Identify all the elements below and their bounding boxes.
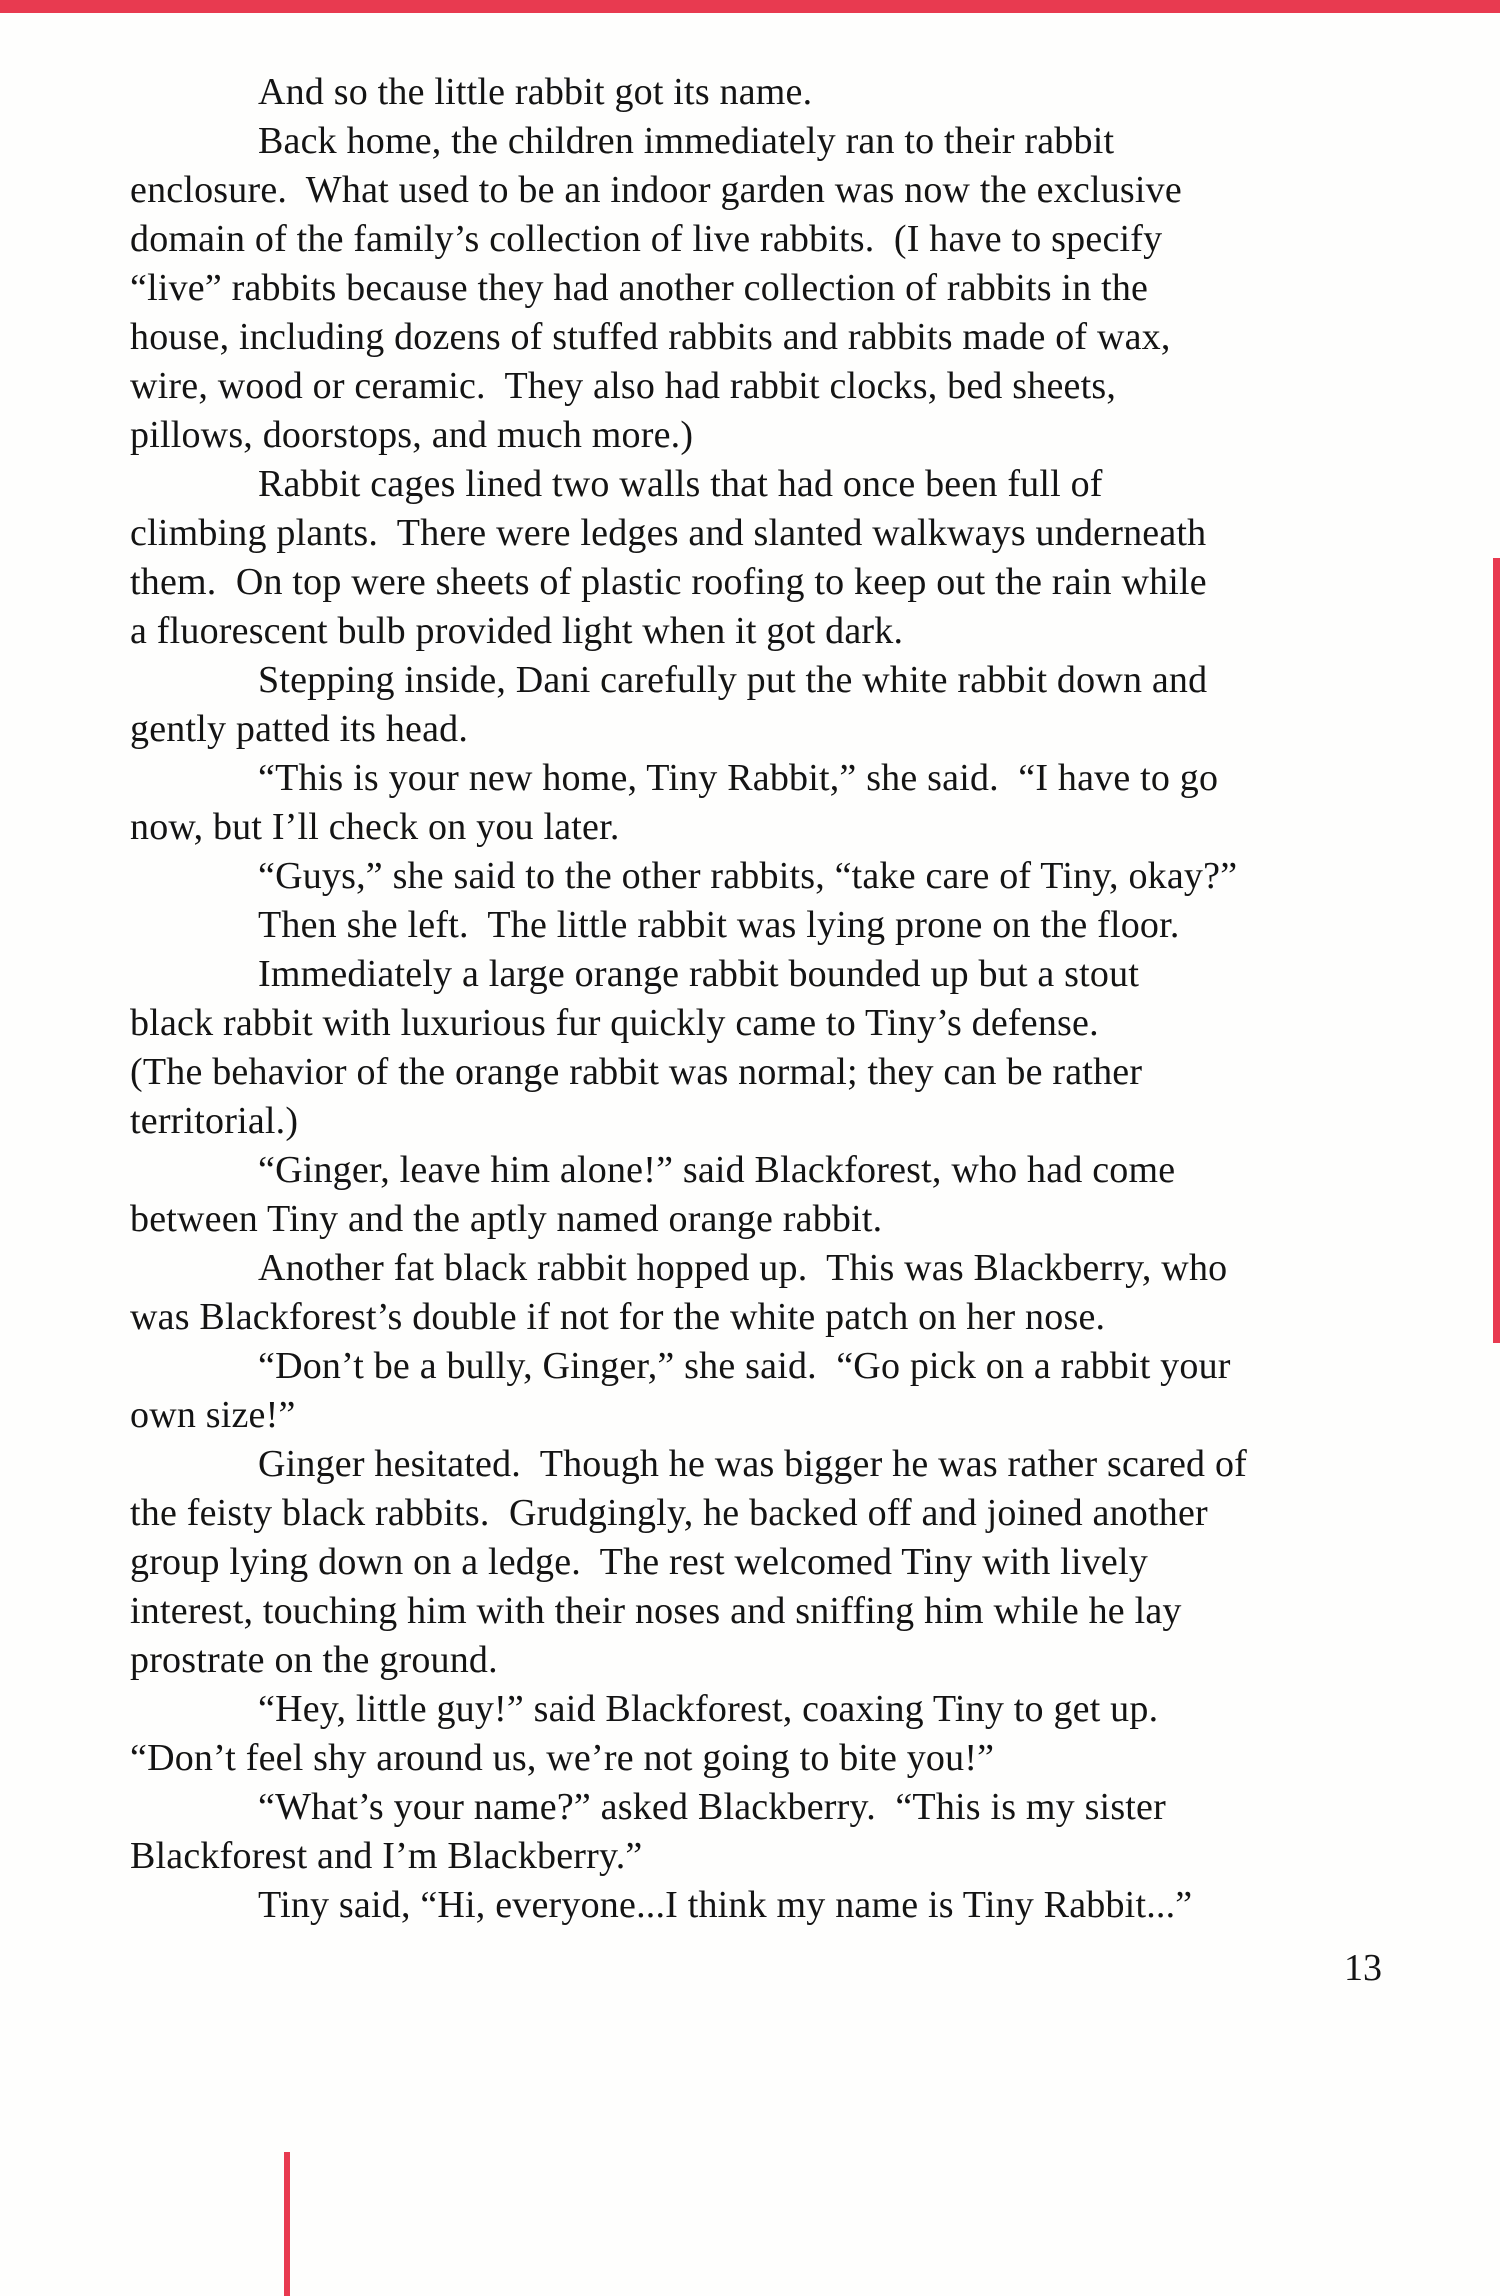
text-line: was Blackforest’s double if not for the white patch on her nose. [130,1296,1106,1338]
body-text [130,68,1382,1930]
text-line: territorial.) [130,1100,299,1142]
text-line: prostrate on the ground. [130,1639,498,1681]
text-line: Another fat black rabbit hopped up. This was Blackberry, who [258,1247,1228,1289]
text-line: Stepping inside, Dani carefully put the white rabbit down and [258,659,1208,701]
text-line: “Hey, little guy!” said Blackforest, coaxing Tiny to get up. [258,1688,1159,1730]
text-line: “Don’t feel shy around us, we’re not going to bite you!” [130,1737,995,1779]
text-line: Rabbit cages lined two walls that had once been full of [258,463,1103,505]
text-line: Then she left. The little rabbit was lying prone on the floor. [258,904,1180,946]
text-line: the feisty black rabbits. Grudgingly, he backed off and joined another [130,1492,1208,1534]
text-line: “What’s your name?” asked Blackberry. “This is my sister [258,1786,1166,1828]
red-scan-edge-bottom-left [284,2152,290,2296]
text-line: group lying down on a ledge. The rest welcomed Tiny with lively [130,1541,1148,1583]
text-line: domain of the family’s collection of live rabbits. (I have to specify [130,218,1163,260]
text-line: Ginger hesitated. Though he was bigger he was rather scared of [258,1443,1248,1485]
text-line: Blackforest and I’m Blackberry.” [130,1835,643,1877]
text-line: wire, wood or ceramic. They also had rabbit clocks, bed sheets, [130,365,1117,407]
text-line: now, but I’ll check on you later. [130,806,620,848]
page-number: 13 [1344,1947,1382,1989]
red-scan-edge-right [1493,558,1500,1343]
text-line: And so the little rabbit got its name. [258,71,813,113]
text-line: Immediately a large orange rabbit bounded up but a stout [258,953,1140,995]
text-line: between Tiny and the aptly named orange rabbit. [130,1198,883,1240]
text-line: climbing plants. There were ledges and slanted walkways underneath [130,512,1207,554]
text-line: Back home, the children immediately ran to their rabbit [258,120,1115,162]
text-line: own size!” [130,1394,296,1436]
text-line: “Ginger, leave him alone!” said Blackforest, who had come [258,1149,1176,1191]
text-line: “This is your new home, Tiny Rabbit,” she said. “I have to go [258,757,1219,799]
text-line: (The behavior of the orange rabbit was normal; they can be rather [130,1051,1143,1093]
red-scan-edge-top [0,0,1500,13]
text-line: Tiny said, “Hi, everyone...I think my name is Tiny Rabbit...” [258,1884,1193,1926]
text-line: house, including dozens of stuffed rabbits and rabbits made of wax, [130,316,1171,358]
text-line: gently patted its head. [130,708,469,750]
text-line: “Don’t be a bully, Ginger,” she said. “Go pick on a rabbit your [258,1345,1231,1387]
text-line: them. On top were sheets of plastic roofing to keep out the rain while [130,561,1207,603]
text-line: pillows, doorstops, and much more.) [130,414,694,456]
text-line: enclosure. What used to be an indoor garden was now the exclusive [130,169,1182,211]
text-line: “live” rabbits because they had another collection of rabbits in the [130,267,1149,309]
text-line: a fluorescent bulb provided light when it got dark. [130,610,904,652]
text-line: black rabbit with luxurious fur quickly came to Tiny’s defense. [130,1002,1099,1044]
text-line: “Guys,” she said to the other rabbits, “take care of Tiny, okay?” [258,855,1238,897]
text-line: interest, touching him with their noses and sniffing him while he lay [130,1590,1182,1632]
